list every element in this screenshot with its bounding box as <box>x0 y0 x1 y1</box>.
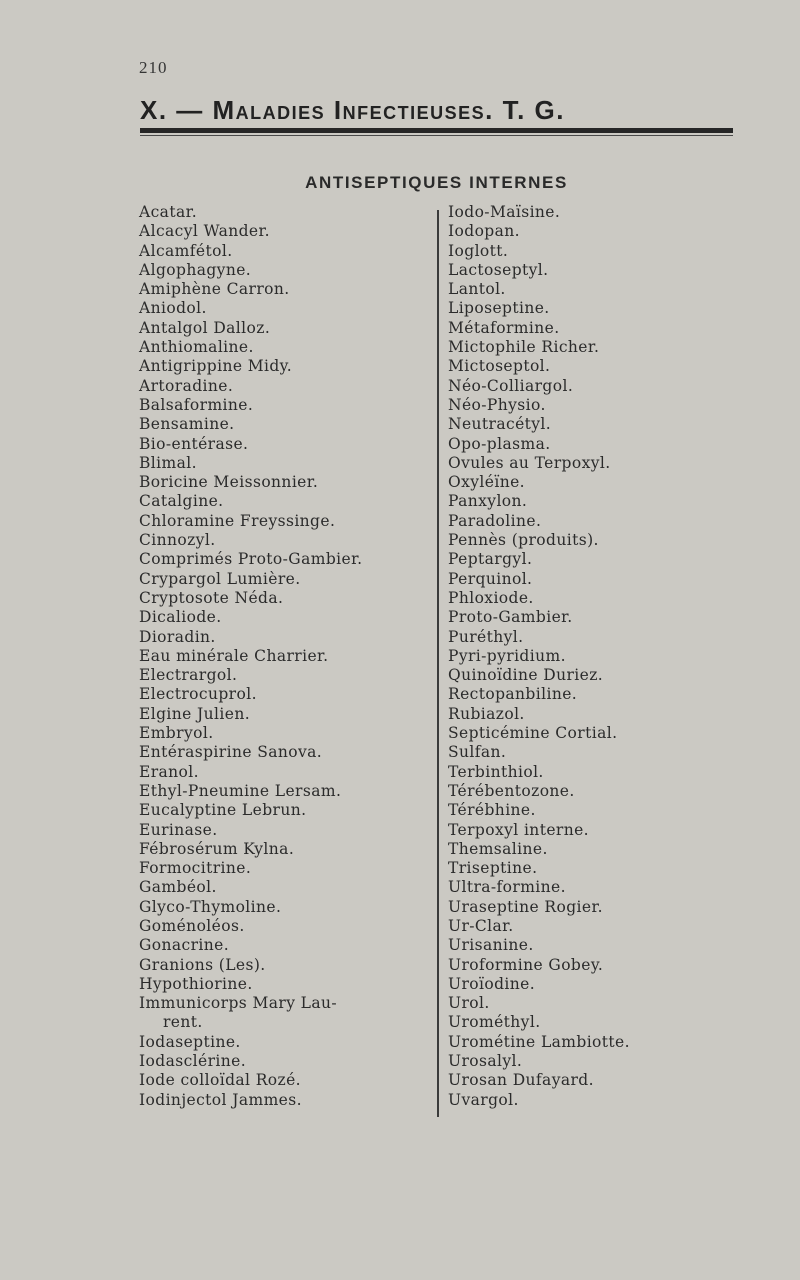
list-item: Rectopanbiline. <box>448 685 578 704</box>
list-item: Iodaseptine. <box>139 1032 241 1051</box>
list-item: Proto-Gambier. <box>448 608 573 627</box>
list-item: Comprimés Proto-Gambier. <box>139 550 363 569</box>
list-item: Triseptine. <box>448 859 538 878</box>
list-item: Néo-Physio. <box>448 395 546 414</box>
right-column <box>448 203 748 1110</box>
list-item: Uvargol. <box>448 1090 519 1109</box>
list-item: Térébhine. <box>448 801 536 820</box>
header-rule-thin <box>140 135 733 136</box>
list-item: Terbinthiol. <box>448 762 544 781</box>
list-item: Algophagyne. <box>139 260 252 279</box>
list-item: Hypothiorine. <box>139 974 253 993</box>
list-item: Liposeptine. <box>448 299 550 318</box>
list-item: Antigrippine Midy. <box>139 357 293 376</box>
list-item: Themsaline. <box>448 839 548 858</box>
list-item: Cinnozyl. <box>139 531 216 550</box>
list-item: Puréthyl. <box>448 627 524 646</box>
list-item: Antalgol Dalloz. <box>139 318 271 337</box>
list-item: Néo-Colliargol. <box>448 376 574 395</box>
list-item: Granions (Les). <box>139 955 266 974</box>
list-item: Lactoseptyl. <box>448 260 549 279</box>
list-item: Elgine Julien. <box>139 704 251 723</box>
list-item: Eranol. <box>139 762 199 781</box>
list-item: Alcamfétol. <box>139 241 233 260</box>
list-item: Panxylon. <box>448 492 528 511</box>
section-header: X. — Maladies Infectieuses. T. G. <box>140 95 565 125</box>
list-item: Bensamine. <box>139 415 235 434</box>
header-rule <box>140 128 733 133</box>
list-item: Cryptosote Néda. <box>139 588 284 607</box>
list-item: Gambéol. <box>139 878 217 897</box>
list-title: ANTISEPTIQUES INTERNES <box>305 173 568 192</box>
list-item: Terpoxyl interne. <box>448 820 589 839</box>
list-item: Blimal. <box>139 453 197 472</box>
page-number: 210 <box>139 58 168 77</box>
list-item: Mictoseptol. <box>448 357 551 376</box>
list-item: Fébrosérum Kylna. <box>139 839 295 858</box>
list-item: Eucalyptine Lebrun. <box>139 801 307 820</box>
list-item: Embryol. <box>139 724 214 743</box>
list-item: Ovules au Terpoxyl. <box>448 453 611 472</box>
list-item: Amiphène Carron. <box>139 280 290 299</box>
list-item: Eau minérale Charrier. <box>139 646 329 665</box>
left-column <box>139 203 429 1110</box>
list-item: Peptargyl. <box>448 550 533 569</box>
list-item: Sulfan. <box>448 743 507 762</box>
list-item: Balsaformine. <box>139 395 254 414</box>
list-item: Eurinase. <box>139 820 218 839</box>
list-item: Entéraspirine Sanova. <box>139 743 323 762</box>
list-item: Ioglott. <box>448 241 509 260</box>
list-item: Electrargol. <box>139 666 238 685</box>
list-item: Ethyl-Pneumine Lersam. <box>139 781 342 800</box>
list-item: Lantol. <box>448 280 506 299</box>
list-item: Pennès (produits). <box>448 531 599 550</box>
list-item: Catalgine. <box>139 492 224 511</box>
list-item: Métaformine. <box>448 318 560 337</box>
list-item: Pyri-pyridium. <box>448 646 566 665</box>
list-item: Urosalyl. <box>448 1052 523 1071</box>
list-item: Anthiomaline. <box>139 338 254 357</box>
list-item: Urisanine. <box>448 936 534 955</box>
list-item: Septicémine Cortial. <box>448 724 618 743</box>
list-item: Perquinol. <box>448 569 533 588</box>
list-item: Neutracétyl. <box>448 415 552 434</box>
list-item: Opo-plasma. <box>448 434 551 453</box>
list-item: Uroïodine. <box>448 974 536 993</box>
list-item: Aniodol. <box>139 299 207 318</box>
list-item: Uraseptine Rogier. <box>448 897 603 916</box>
list-item: Electrocuprol. <box>139 685 257 704</box>
list-item: Gonacrine. <box>139 936 230 955</box>
list-item: Artoradine. <box>139 376 234 395</box>
list-item: Iodo-Maïsine. <box>448 203 561 221</box>
list-item: Bio-entérase. <box>139 434 249 453</box>
list-item: Acatar. <box>139 203 198 221</box>
list-item: Glyco-Thymoline. <box>139 897 282 916</box>
list-item: Chloramine Freyssinge. <box>139 511 336 530</box>
list-item: Dioradin. <box>139 627 216 646</box>
list-item: Immunicorps Mary Lau- <box>139 994 338 1013</box>
list-item: Urométhyl. <box>448 1013 541 1032</box>
list-item: Urosan Dufayard. <box>448 1071 594 1090</box>
list-item: Uroformine Gobey. <box>448 955 604 974</box>
list-item: Crypargol Lumière. <box>139 569 301 588</box>
list-item: Boricine Meissonnier. <box>139 473 319 492</box>
list-item: Iodasclérine. <box>139 1052 247 1071</box>
list-item-continuation: rent. <box>163 1013 203 1032</box>
list-item: Iodinjectol Jammes. <box>139 1090 302 1109</box>
list-item: Ur-Clar. <box>448 916 514 935</box>
list-item: Formocitrine. <box>139 859 252 878</box>
list-item: Ultra-formine. <box>448 878 566 897</box>
list-item: Phloxiode. <box>448 588 534 607</box>
list-item: Paradoline. <box>448 511 542 530</box>
list-item: Mictophile Richer. <box>448 338 600 357</box>
list-item: Urométine Lambiotte. <box>448 1032 630 1051</box>
list-item: Goménoléos. <box>139 916 245 935</box>
list-item: Térébentozone. <box>448 781 575 800</box>
list-item: Iode colloïdal Rozé. <box>139 1071 302 1090</box>
column-divider <box>437 210 439 1117</box>
list-item: Iodopan. <box>448 222 520 241</box>
list-item: Dicaliode. <box>139 608 222 627</box>
list-item: Oxyléïne. <box>448 473 525 492</box>
list-item: Quinoïdine Duriez. <box>448 666 604 685</box>
list-item: Alcacyl Wander. <box>139 222 270 241</box>
list-item: Rubiazol. <box>448 704 525 723</box>
list-item: Urol. <box>448 994 490 1013</box>
